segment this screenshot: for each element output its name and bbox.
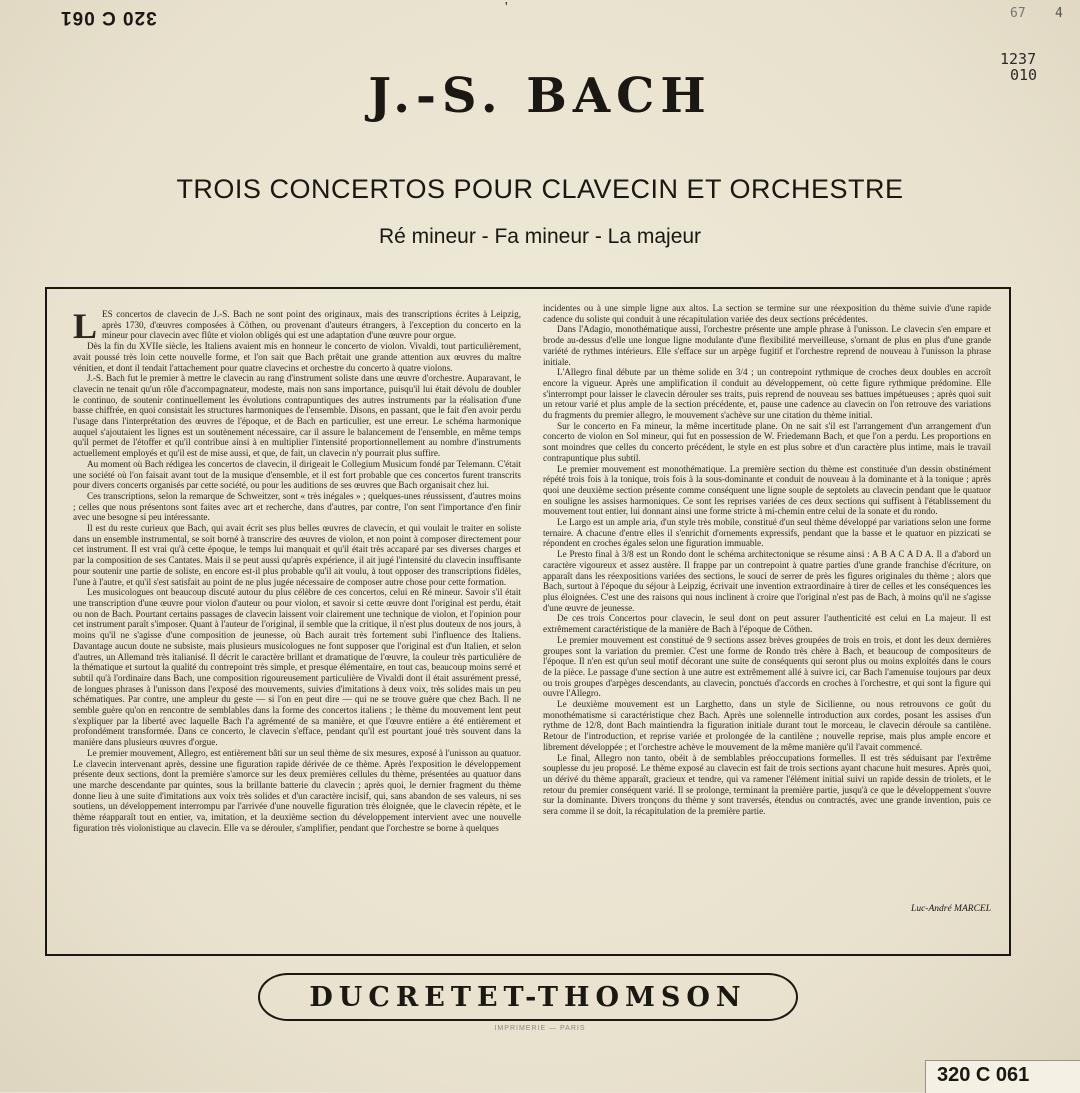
notes-paragraph: Le premier mouvement est monothématique. La première section du thème est constituée d'un dessin obstinément répété trois fois à la tonique, trois fois à la sous-dominante et conduit de nouveau à la dominante et à la tonique ; après quoi une deuxième section présente comme conséquent une ligne souple de septolets au clavecin pendant que le quatuor en souligne les assises harmoniques. Ce sont les reprises variées de ces deux sections qui suffisent à l'établissement du mouvement tout entier, lui donnant ainsi une forme stricte à mi-chemin entre celui de la sonate et du rondo. (543, 463, 991, 517)
handwritten-number-1: 1237 (1000, 50, 1037, 68)
handwritten-number-2: 010 (1010, 66, 1038, 84)
handwritten-note-b: 4 (1055, 6, 1063, 21)
notes-paragraph: Le deuxième mouvement est un Larghetto, dans un style de Sicilienne, ou nous retrouvons ce goût du monothématisme si caractéristique chez Bach. Après une solennelle introduction aux cordes, posant les assises d'un rythme de 12/8, dont Bach maintiendra la figuration initiale durant tout le morceau, le clavecin déroule sa cantilène. Retour de l'introduction, et reprise variée et prolongée de la cantilène ; nouvelle reprise, mais plus ample encore et librement développée ; et l'orchestre achève le mouvement de la même manière qu'il l'avait commencé. (543, 699, 991, 752)
notes-paragraph: Le final, Allegro non tanto, obéit à de semblables préoccupations formelles. Il est très séduisant par l'extrême souplesse du jeu proposé. Le thème exposé au clavecin est fait de trois sections ayant chacune huit mesures. Après quoi, un dérivé du thème apparaît, gracieux et tendre, qui va ramener l'élément initial suivi un rapide dessin de triolets, et le retour du premier conséquent varié. Il se prolonge, terminant la première partie, jusqu'à ce que le développement s'ouvre sur la dominante. Divers tronçons du thème y sont traversés, étendus ou contractés, avec une grande invention, puis ce sera comme il se doit, la récapitulation de la première partie. (543, 752, 991, 817)
notes-paragraph: Sur le concerto en Fa mineur, la même incertitude plane. On ne sait s'il est l'arrangement d'un arrangement d'un concerto de violon en Sol mineur, qui fut en possession de W. Friedemann Bach, et que l'on a perdu. Les proportions en sont moindres que celles du concerto précédent, le style en est plus sobre et d'un caractère plus intime, mais le travail contrapuntique plus subtil. (543, 420, 991, 463)
liner-notes-left-column (73, 309, 521, 949)
handwritten-note-a: 67 (1010, 6, 1026, 21)
notes-paragraph: incidentes ou à une simple ligne aux altos. La section se termine sur une réexposition du thème suivie d'une rapide cadence du soliste qui conduit à une récapitulation variée des deux sections précédentes. (543, 303, 991, 324)
work-keys: Ré mineur - Fa mineur - La majeur (378, 225, 702, 248)
catalog-number: 320 C 061 (937, 1064, 1030, 1086)
notes-paragraph: L'Allegro final débute par un thème solide en 3/4 ; un contrepoint rythmique de croches deux doubles en accroît encore la vigueur. Après une amplification il conduit au développement, où cette figure rythmique prédomine. Elle s'interrompt pour laisser le clavecin dérouler ses traits, puis reprend de nouveau ses battues impétueuses ; après quoi suit un retour varié et plus ample de la section précédente, et, pause une cadence au clavecin on l'on retrouve des variations du fragments du premier allegro, le mouvement s'achève sur une citation du thème initial. (543, 367, 991, 421)
notes-paragraph: ES concertos de clavecin de J.-S. Bach ne sont point des originaux, mais des transcriptions écrites à Leipzig, après 1730, d'œuvres composées à Cöthen, ou provenant d'auteurs étrangers, à l'exception du concerto en la mineur pour clavecin avec flûte et violon obligés qui est une adaptation d'une œuvre pour orgue. (102, 309, 521, 341)
drop-cap: L (73, 309, 98, 346)
notes-paragraph: J.-S. Bach fut le premier à mettre le clavecin au rang d'instrument soliste dans une œuvre d'orchestre. Auparavant, le clavecin ne tenait qu'un rôle d'accompagnateur, modeste, mais non sans importance, puisqu'il lui était dévolu de doubler le continuo, de soutenir continuellement les évolutions contrapuntiques des autres instruments par la réalisation d'une basse chiffrée, en quoi consistait les structures harmoniques de l'ensemble. Disons, en passant, que le fait d'en avoir perdu l'usage dans l'interprétation des œuvres de l'époque, et de Bach en particulier, est une erreur. Le schéma harmonique auquel s'ajoutaient les lignes est un soutènement nécessaire, car il assure le balancement de l'ensemble, en même temps qu'il permet de l'étoffer et qu'il contribue ainsi à en multiplier l'intensité proportionnellement au nombre d'instruments actuellement employés et qu'il est de mise aussi, et que, de fait, un clavecin n'y pourrait plus suffire. (73, 373, 521, 459)
liner-notes-frame (45, 287, 1011, 956)
printer-credit: IMPRIMERIE — PARIS (494, 1025, 586, 1032)
notes-paragraph: Le Presto final à 3/8 est un Rondo dont le schéma architectonique se résume ainsi : A B A C A D A. Il a d'abord un caractère vigoureux et assez austère. Il frappe par un contrepoint à quatre parties d'une grande franchise d'écriture, on apparaît dans les réexpositions variées des sections, le souci de serrer de près les figures originales du thème ; alors que Bach, surtout à l'époque du séjour à Leipzig, écrivait une invention extraordinaire à tirer de celles et les conséquences les plus éloignées. C'est une des raisons qui nous inclinent à croire que l'original n'est pas de Bach, à moins qu'il ne s'agisse d'une œuvre de jeunesse. (543, 549, 991, 613)
notes-paragraph: Le Largo est un ample aria, d'un style très mobile, constitué d'un seul thème développé par variations selon une forme ternaire. A chacune d'entre elles il s'enrichit d'ornements expressifs, pendant que la basse et le quatuor en pizzicati se répondent en croches égales selon une figuration immuable. (543, 517, 991, 549)
tick-mark: ' (505, 0, 508, 15)
notes-paragraph: Dès la fin du XVIIe siècle, les Italiens avaient mis en honneur le concerto de violon. Vivaldi, tout particulièrement, avait poussé très loin cette nouvelle forme, et l'on sait que Bach prêtait une grande attention aux œuvres du maître vénitien, et dont il tendait l'attachement pour quatre clavecins et orchestre du concerto à quatre violons. (73, 341, 521, 373)
notes-paragraph: Les musicologues ont beaucoup discuté autour du plus célèbre de ces concertos, celui en Ré mineur. Savoir s'il était une transcription d'une œuvre pour violon d'auteur ou pour violon, et savoir si cette œuvre dont l'original est perdu, était ou non de Bach. Pourtant certains passages de clavecin laissent voir clairement une technique de violon, et l'opinion pour cet instrument paraît s'imposer. Quant à l'auteur de l'original, il semble que la critique, il n'est plus douteux de nos jours, à moins qu'il ne s'agisse d'une composition de jeunesse, où Bach aurait très fortement subi l'influence des Italiens. Davantage aucun doute ne subsiste, mais plusieurs musicologues ne font supposer que l'original est d'un Italien, et selon d'autres, un Allemand très italianisé. Il décrit le caractère brillant et dramatique de l'œuvre, la couleur très particulière de la thématique et surtout la qualité du contrepoint très simple, et presque élémentaire, en tout cas, beaucoup moins serré et subtil qu'à l'ordinaire dans Bach, une composition rigoureusement particulière de Vivaldi dont il était assurément pressé, de longues phrases à l'unisson dans l'exposé des mouvements, suivies d'imitations à deux voix, très solides mais un peu schématiques. Par contre, une ampleur du geste — si l'on en peut dire — qui ne se trouve guère que chez Bach. Il ne semble guère qu'on en rencontre de semblables dans la forme des concertos italiens ; le thème du mouvement lent peut s'expliquer par la liberté avec laquelle Bach l'a agrémenté de sa manière, et que l'œuvre entière a été entièrement et profondément transformée. Dans ce concerto, le clavecin s'efface, pendant qu'il est pourtant joué très souvent dans la manière dans plusieurs œuvres d'orgue. (73, 587, 521, 748)
notes-paragraph: Ces transcriptions, selon la remarque de Schweitzer, sont « très inégales » ; quelques-unes réussissent, d'autres moins ; celles que nous présentons sont faites avec art et recherche, dans d'autres, par contre, l'on sent l'importance d'en finir avec une besogne si peu intéressante. (73, 490, 521, 523)
notes-paragraph: Le premier mouvement est constitué de 9 sections assez brèves groupées de trois en trois, et dont les deux dernières groupes sont la variation du premier. C'est une forme de Rondo très chère à Bach, et beaucoup de compositeurs de l'époque. Il n'en est qu'un seul motif décorant une suite de conséquents qui seront plus ou moins exploités dans le cours de la pièce. Le passage d'une section à une autre est extrêmement allé à suivre ici, car Bach l'amenuise toujours par deux ou trois groupes d'arpèges descendants, au clavecin, ponctués d'accords en croches à l'orchestre, et qui sont la figure qui ouvre l'Allegro. (543, 634, 991, 699)
catalog-number-inverted: 320 C 061 (60, 7, 157, 28)
author-signature: Luc-André MARCEL (911, 904, 991, 914)
notes-paragraph: Le premier mouvement, Allegro, est entièrement bâti sur un seul thème de six mesures, exposé à l'unisson au quatuor. Le clavecin intervenant après, dessine une figuration rapide dérivée de ce thème. Après l'exposition le développement présente deux sections, dont la première s'amorce sur les deux premières cellules du thème, présentées au quatuor dans une marche descendante par quintes, sous la brillante batterie du clavecin ; après quoi, le dernier fragment du thème donne lieu à une suite d'imitations aux voix très solides et d'un caractère incisif, qui, sans abandon de ses valeurs, ni ses soutiens, un développement interrompu par l'arrivée d'une nouvelle figuration très éloignée, que le clavecin répète, et le thème réapparaît tout en entier, va, imitation, et la deuxième section du développement intervient avec une nouvelle figuration très violonistique au clavecin. Elle va se dérouler, s'amplifier, pendant que l'orchestre se borne à quelques (73, 747, 521, 833)
notes-paragraph: Il est du reste curieux que Bach, qui avait écrit ses plus belles œuvres de clavecin, et qui voulait le traiter en soliste dans un ensemble instrumental, se soit borné à transcrire des œuvres de violon, et non point à composer directement pour cet instrument. Il est vrai qu'à cette époque, le temps lui manquait et qu'il était très accaparé par ses diverses charges et par la composition de ses Cantates. Mais il se peut aussi qu'après expérience, il ait jugé l'intensité du clavecin insuffisante pour soutenir une partie de soliste, en encore est-il plus probable qu'il ait voulu, à tout opposer des transcriptions fidèles, l'une à l'autre, et qu'il s'est satisfait au point de ne plus jugée nécessaire de composer autre chose pour cette formation. (73, 523, 521, 587)
notes-paragraph: Dans l'Adagio, monothématique aussi, l'orchestre présente une ample phrase à l'unisson. Le clavecin s'en empare et brode au-dessus d'elle une longue ligne modulante d'une flexibilité merveilleuse, s'ornant de plus en plus d'une grande variété de rythmes intérieurs. Elle s'efface sur un arpège fugitif et l'orchestre reprend de nouveau à l'unisson la phrase initiale. (543, 324, 991, 367)
ducretet-thomson-logo: DUCRETET-THOMSON (258, 973, 798, 1021)
liner-notes-right-column (543, 303, 991, 943)
notes-paragraph: De ces trois Concertos pour clavecin, le seul dont on peut assurer l'authenticité est celui en La majeur. Il est extrêmement caractéristique de la manière de Bach à l'époque de Cöthen. (543, 613, 991, 635)
composer-title: J.-S. BACH (368, 68, 712, 124)
notes-paragraph: Au moment où Bach rédigea les concertos de clavecin, il dirigeait le Collegium Musicum fondé par Telemann. C'était une société où l'on faisait avant tout de la musique d'ensemble, et il est fort probable que ces concertos furent transcrits pour divers concerts organisés par cette société, ou pour les auditions de ses œuvres que Bach organisait chez lui. (73, 458, 521, 491)
work-title: TROIS CONCERTOS POUR CLAVECIN ET ORCHESTRE (176, 174, 904, 204)
